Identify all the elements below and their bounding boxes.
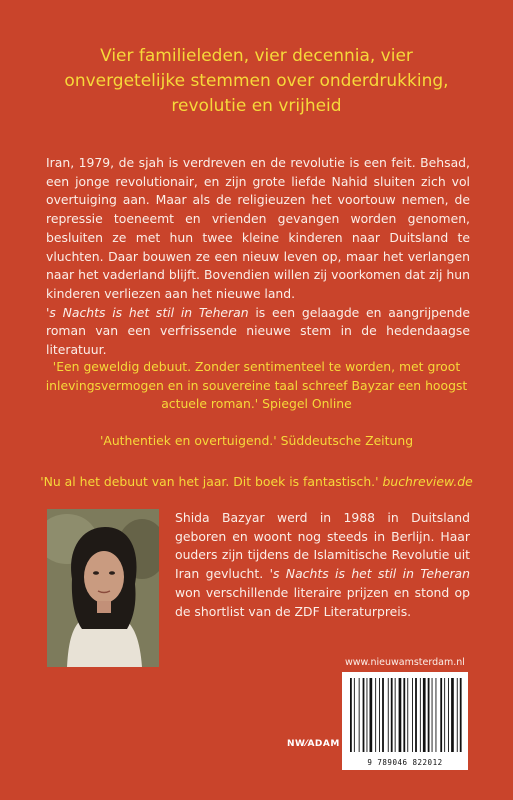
blurb-paragraph-2 [46, 304, 470, 360]
quote-source: buchreview.de [382, 474, 473, 489]
author-bio [175, 509, 470, 621]
review-quote-1 [40, 358, 473, 414]
quote-text: 'Een geweldig debuut. Zonder sentimenteel te worden, met groot inlevingsvermogen en in souvereine taal schreef Bayzar een hoogst actuele roman.' [45, 359, 468, 412]
publisher-url: www.nieuwamsterdam.nl [345, 657, 465, 668]
quote-text: 'Authentiek en overtuigend.' [99, 433, 277, 448]
barcode [342, 672, 468, 770]
blurb [46, 154, 470, 360]
quote-source: Süddeutsche Zeitung [280, 433, 414, 448]
bio-text-2: won verschillende literaire prijzen en stond op de shortlist van de ZDF Literaturpreis. [175, 584, 470, 619]
book-title: 's Nachts is het stil in Teheran [46, 304, 249, 320]
bio-text-1: Shida Bazyar werd in 1988 in Duitsland geboren en woont nog steeds in Berlijn. Haar ouders zijn tijdens de Islamitische Revolutie uit Iran gevlucht. [175, 510, 470, 582]
book-title: 's Nachts is het stil in Teheran [269, 566, 470, 582]
blurb-paragraph-2-rest: is een gelaagde en aangrijpende roman van een verfrissende nieuwe stem in de hedendaagse literatuur. [46, 304, 470, 358]
author-photo [47, 509, 159, 667]
publisher-logo: NW⁄ADAM [287, 739, 340, 749]
review-quote-2 [40, 432, 473, 451]
tagline: Vier familieleden, vier decennia, vier onvergetelijke stemmen over onderdrukking, revolutie en vrijheid [64, 46, 449, 116]
quote-source: Spiegel Online [262, 396, 352, 412]
isbn-number: 9 789046 822012 [367, 758, 443, 767]
review-quote-3 [40, 473, 473, 492]
quote-text: 'Nu al het debuut van het jaar. Dit boek is fantastisch.' [40, 474, 379, 489]
blurb-paragraph-1: Iran, 1979, de sjah is verdreven en de revolutie is een feit. Behsad, een jonge revolutionair, en zijn grote liefde Nahid sluiten zich vol overtuiging aan. Maar als de religieuzen het voortouw nemen, de repressie toeneemt en vrienden gevangen worden genomen, besluiten ze met hun twee kleine kinderen naar Duitsland te vluchten. Daar bouwen ze een nieuw leven op, maar het verlangen naar het vaderland blijft. Bovendien willen zij voorkomen dat zij hun kinderen verliezen aan het nieuwe land. [46, 155, 470, 301]
